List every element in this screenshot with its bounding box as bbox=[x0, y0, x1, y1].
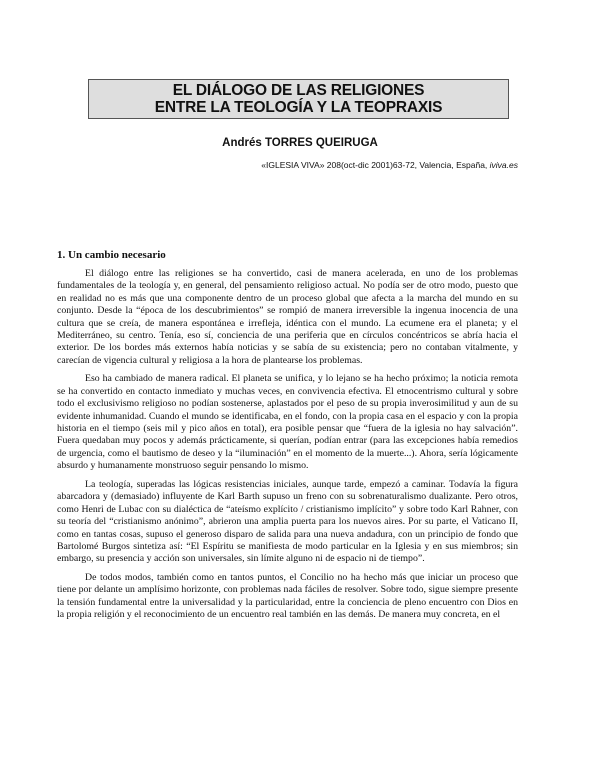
paragraph: El diálogo entre las religiones se ha convertido, casi de manera acelerada, en uno de los problemas fundamentales de la teología y, en general, del pensamiento religioso actual. No podía ser de otro modo, puesto que en realidad no es más que una componente dentro de un proceso global que afecta a la marcha del mundo en su conjunto. Desde la “época de los descubrimientos” se rompió de manera irreversible la ingenua inocencia de una cultura que se creía, de manera espontánea e irrefleja, idéntica con el mundo. La ecumene era el planeta; y el Mediterráneo, su centro. Tenía, eso sí, conciencia de una periferia que en círculos concéntricos se abría hacia el exterior. De los bordes más externos había noticias y se sabía de su existencia; pero no contaban vitalmente, y carecían de vigencia cultural y religiosa a la hora de plantearse los problemas. bbox=[57, 268, 518, 366]
source-citation bbox=[261, 160, 518, 170]
author-name: Andrés TORRES QUEIRUGA bbox=[222, 137, 378, 149]
article-body bbox=[57, 268, 518, 628]
title-box bbox=[88, 79, 509, 119]
paragraph: Eso ha cambiado de manera radical. El planeta se unifica, y lo lejano se ha hecho próximo; la noticia remota se ha convertido en contacto inmediato y muchas veces, en convivencia efectiva. El etnocentrismo cultural y sobre todo el exclusivismo religioso no podían sostenerse, aplastados por el peso de su propia inverosimilitud y aun de su evidente inhumanidad. Cuando el mundo se identificaba, en el fondo, con la propia casa en el espacio y con la propia historia en el tiempo (seis mil y pico años en total), era posible pensar que “fuera de la iglesia no hay salvación”. Fuera quedaban muy pocos y además prácticamente, si querían, podían entrar (para las excepciones había remedios de urgencia, como el bautismo de deseo y la “iluminación” en el momento de la muerte...). Ahora, sería lógicamente absurdo y humanamente monstruoso seguir pensando lo mismo. bbox=[57, 373, 518, 472]
source-text: «IGLESIA VIVA» 208(oct-dic 2001)63-72, Valencia, España, bbox=[261, 160, 490, 170]
title-line-1: EL DIÁLOGO DE LAS RELIGIONES bbox=[172, 82, 425, 99]
section-heading: 1. Un cambio necesario bbox=[57, 249, 166, 261]
source-link[interactable]: iviva.es bbox=[489, 160, 518, 170]
title-line-2: ENTRE LA TEOLOGÍA Y LA TEOPRAXIS bbox=[154, 99, 443, 116]
paragraph: La teología, superadas las lógicas resistencias iniciales, aunque tarde, empezó a caminar. Todavía la figura abarcadora y (demasiado) influyente de Karl Barth supuso un freno con su sobrenaturalismo dualizante. Pero otros, como Henri de Lubac con su dialéctica de “ateísmo explícito / cristianismo implícito” y sobre todo Karl Rahner, con su teoría del “cristianismo anónimo”, abrieron una amplia puerta para los nuevos aires. Por su parte, el Vaticano II, como en tantas cosas, supuso el generoso disparo de salida para una nueva andadura, con un principio de fondo que Bartolomé Burgos sintetiza así: “El Espíritu se manifiesta de modo particular en la Iglesia y en sus miembros; sin embargo, su presencia y acción son universales, sin límite alguno ni de espacio ni de tiempo”. bbox=[57, 478, 518, 565]
paragraph: De todos modos, también como en tantos puntos, el Concilio no ha hecho más que iniciar un proceso que tiene por delante un amplísimo horizonte, con problemas nada fáciles de resolver. Sobre todo, sigue siempre presente la tensión fundamental entre la universalidad y la particularidad, entre la conciencia de pleno encuentro con Dios en la propia religión y el reconocimiento de un encuentro real también en las demás. De manera muy concreta, en el bbox=[57, 571, 518, 621]
